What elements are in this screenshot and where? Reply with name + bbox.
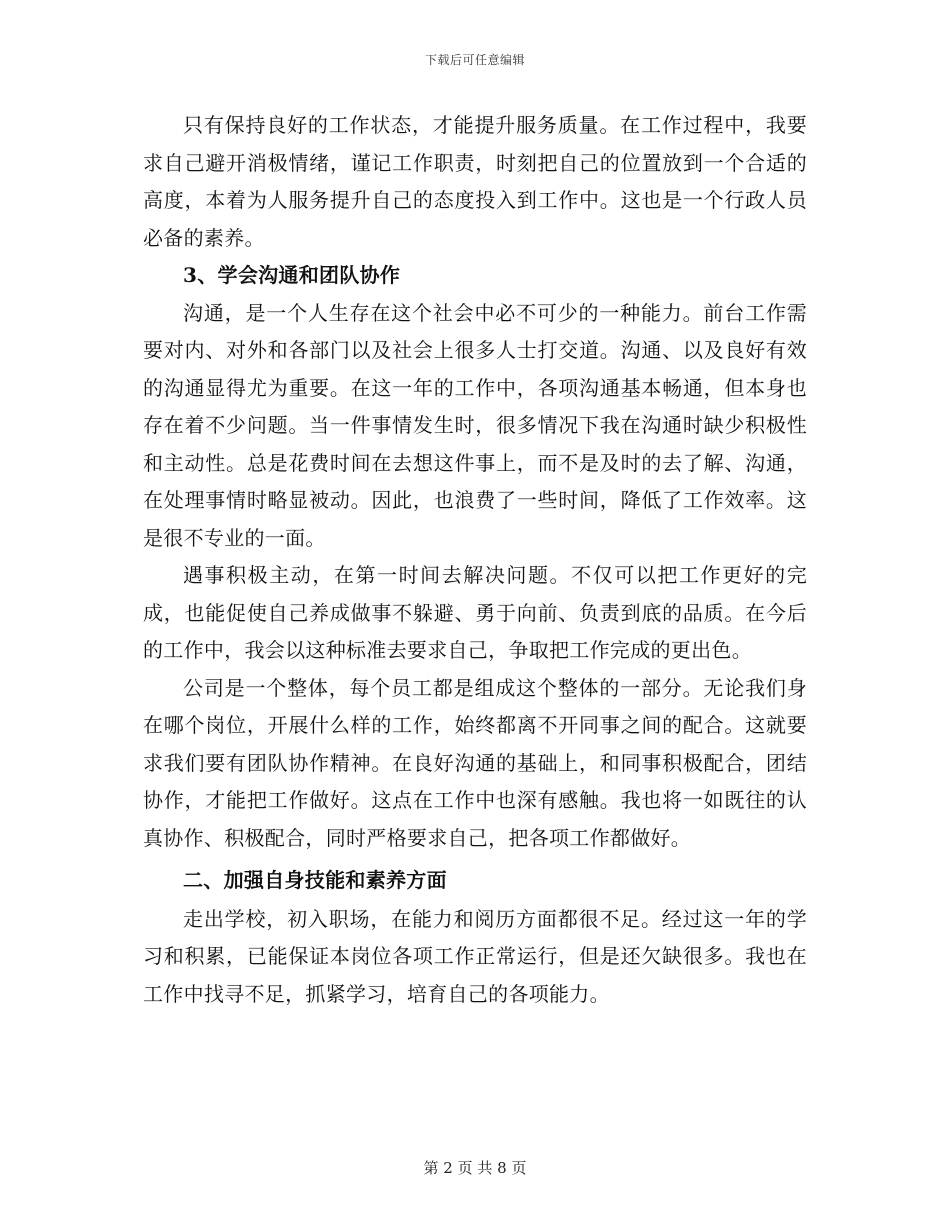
page-number: 第 2 页 共 8 页: [423, 1159, 527, 1177]
paragraph-work-attitude: 只有保持良好的工作状态，才能提升服务质量。在工作过程中，我要求自己避开消极情绪，谨记工作职责，时刻把自己的位置放到一个合适的高度，本着为人服务提升自己的态度投入到工作中。这也是一个行政人员必备的素养。: [143, 113, 807, 250]
paragraph-teamwork: 公司是一个整体，每个员工都是组成这个整体的一部分。无论我们身在哪个岗位，开展什么样的工作，始终都离不开同事之间的配合。这就要求我们要有团队协作精神。在良好沟通的基础上，和同事积极配合，团结协作，才能把工作做好。这点在工作中也深有感触。我也将一如既往的认真协作、积极配合，同时严格要求自己，把各项工作都做好。: [143, 675, 807, 850]
paragraph-proactive: 遇事积极主动，在第一时间去解决问题。不仅可以把工作更好的完成，也能促使自己养成做事不躲避、勇于向前、负责到底的品质。在今后的工作中，我会以这种标准去要求自己，争取把工作完成的更出色。: [143, 563, 807, 662]
paragraph-communication: 沟通，是一个人生存在这个社会中必不可少的一种能力。前台工作需要对内、对外和各部门以及社会上很多人士打交道。沟通、以及良好有效的沟通显得尤为重要。在这一年的工作中，各项沟通基本畅通，但本身也存在着不少问题。当一件事情发生时，很多情况下我在沟通时缺少积极性和主动性。总是花费时间在去想这件事上，而不是及时的去了解、沟通，在处理事情时略显被动。因此，也浪费了一些时间，降低了工作效率。这是很不专业的一面。: [143, 300, 807, 550]
section-heading-communication: 3、学会沟通和团队协作: [183, 263, 401, 287]
document-body: [143, 107, 807, 1013]
paragraph-skills: 走出学校，初入职场，在能力和阅历方面都很不足。经过这一年的学习和积累，已能保证本岗位各项工作正常运行，但是还欠缺很多。我也在工作中找寻不足，抓紧学习，培育自己的各项能力。: [143, 906, 807, 1006]
page-header: 下载后可任意编辑: [424, 53, 525, 67]
section-heading-skills: 二、加强自身技能和素养方面: [183, 868, 447, 892]
